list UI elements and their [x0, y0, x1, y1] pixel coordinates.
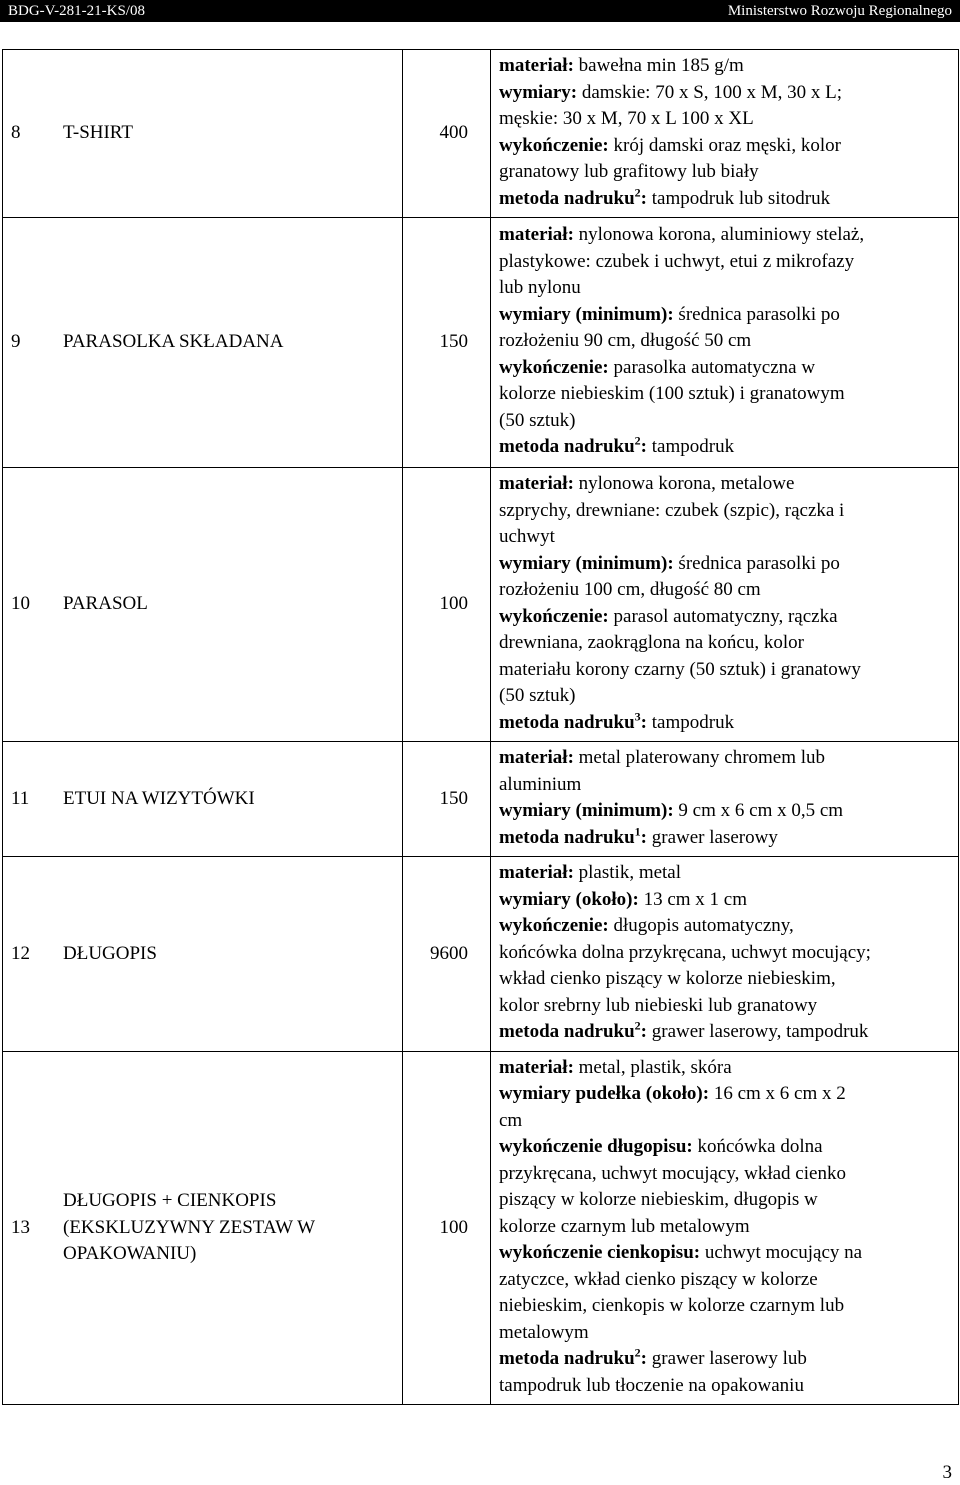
item-name: PARASOL [63, 593, 148, 615]
field-label: wykończenie: [499, 356, 609, 378]
document-header [0, 0, 960, 22]
item-quantity: 100 [403, 468, 491, 742]
field-label: materiał: [499, 224, 574, 246]
field-value: aluminium [499, 773, 582, 795]
field-value: męskie: 30 x M, 70 x L 100 x XL [499, 108, 754, 129]
field-value: 9 cm x 6 cm x 0,5 cm [673, 800, 844, 821]
description-line [499, 913, 954, 940]
field-value: przykręcana, uchwyt mocujący, wkład cienko [499, 1162, 846, 1184]
description-line [499, 1346, 954, 1373]
description-line [499, 159, 954, 186]
field-value: uchwyt [499, 526, 555, 547]
field-value: kolorze niebieskim (100 sztuk) i granatowym [499, 383, 845, 405]
item-name: T-SHIRT [63, 122, 133, 144]
description-line [499, 798, 954, 825]
description-line [499, 657, 954, 684]
description-line [499, 275, 954, 302]
field-value: piszący w kolorze niebieskim, długopis w [499, 1189, 818, 1210]
description-line [499, 381, 954, 408]
field-value: grawer laserowy [647, 826, 778, 848]
field-value: kolorze czarnym lub metalowym [499, 1215, 750, 1237]
document-code: BDG-V-281-21-KS/08 [8, 3, 145, 19]
field-label: wymiary: [499, 81, 578, 103]
description-line [499, 408, 954, 435]
footnote-ref: 2 [634, 1345, 641, 1360]
field-label: materiał: [499, 1056, 574, 1078]
footnote-ref: 1 [634, 824, 641, 839]
table-row [3, 742, 959, 857]
field-value: lub nylonu [499, 277, 581, 299]
description-line [499, 1214, 954, 1241]
field-value: krój damski oraz męski, kolor [608, 134, 841, 156]
field-value: parasolka automatyczna w [608, 356, 816, 378]
item-name: ETUI NA WIZYTÓWKI [63, 787, 255, 809]
field-value: nylonowa korona, aluminiowy stelaż, [573, 224, 865, 246]
field-label: materiał: [499, 55, 574, 76]
footnote-ref: 2 [634, 1018, 641, 1033]
item-number: 8 [11, 122, 21, 144]
field-value: 13 cm x 1 cm [638, 888, 748, 910]
field-value: (50 sztuk) [499, 409, 576, 431]
field-label: metoda nadruku$^2$: [499, 185, 647, 209]
description-line [499, 106, 954, 133]
field-value: plastik, metal [573, 862, 682, 883]
field-value: niebieskim, cienkopis w kolorze czarnym lub [499, 1295, 845, 1316]
description-line [499, 745, 954, 772]
item-number: 10 [11, 593, 30, 615]
field-value: tampodruk lub sitodruk [647, 187, 831, 209]
item-number: 13 [11, 1216, 30, 1238]
field-value: granatowy lub grafitowy lub biały [499, 161, 759, 182]
field-value: końcówka dolna przykręcana, uchwyt mocujący; [499, 941, 871, 963]
item-number: 11 [11, 787, 30, 809]
description-line [499, 860, 954, 887]
item-name [63, 1188, 315, 1268]
table-row [3, 857, 959, 1052]
item-quantity: 100 [403, 1051, 491, 1405]
field-value: grawer laserowy lub [647, 1348, 807, 1369]
description-line [499, 498, 954, 525]
item-cell [3, 1051, 403, 1405]
footnote-ref: 3 [634, 709, 641, 724]
description-line [499, 683, 954, 710]
ministry-name: Ministerstwo Rozwoju Regionalnego [727, 3, 952, 19]
table-row [3, 218, 959, 468]
field-label: metoda nadruku$^3$: [499, 709, 647, 733]
description-line [499, 1267, 954, 1294]
field-label: materiał: [499, 862, 574, 883]
description-line [499, 1055, 954, 1082]
field-value: rozłożeniu 90 cm, długość 50 cm [499, 330, 752, 352]
item-description [491, 218, 959, 468]
item-description [491, 468, 959, 742]
field-value: szprychy, drewniane: czubek (szpic), rączka i [499, 499, 845, 521]
field-value: końcówka dolna [692, 1136, 823, 1157]
item-quantity: 150 [403, 218, 491, 468]
field-value: metalowym [499, 1321, 589, 1343]
description-line [499, 355, 954, 382]
item-name-line: (EKSKLUZYWNY ZESTAW W [63, 1216, 316, 1238]
description-line [499, 53, 954, 80]
table-row [3, 1051, 959, 1405]
field-value: parasol automatyczny, rączka [608, 605, 838, 627]
description-line [499, 434, 954, 461]
field-value: plastykowe: czubek i uchwyt, etui z mikrofazy [499, 250, 855, 272]
description-line [499, 630, 954, 657]
description-line [499, 966, 954, 993]
description-line [499, 1134, 954, 1161]
field-label: metoda nadruku$^1$: [499, 824, 647, 848]
field-value: bawełna min 185 g/m [573, 55, 744, 76]
field-value: materiału korony czarny (50 sztuk) i granatowy [499, 658, 861, 680]
item-name: DŁUGOPIS [63, 942, 157, 964]
specification-table [2, 49, 959, 1405]
item-cell [3, 857, 403, 1052]
description-line [499, 80, 954, 107]
item-cell [3, 468, 403, 742]
item-name: PARASOLKA SKŁADANA [63, 331, 284, 353]
item-name-line: OPAKOWANIU) [63, 1243, 197, 1264]
field-label: wykończenie: [499, 134, 609, 156]
field-value: tampodruk lub tłoczenie na opakowaniu [499, 1374, 804, 1396]
field-label: wymiary pudełka (około): [499, 1083, 710, 1104]
description-line [499, 577, 954, 604]
description-line [499, 1240, 954, 1267]
field-value: drewniana, zaokrąglona na końcu, kolor [499, 632, 804, 653]
field-value: metal, plastik, skóra [573, 1056, 732, 1078]
field-label: wymiary (minimum): [499, 800, 674, 821]
table-row [3, 50, 959, 218]
field-label: wymiary (minimum): [499, 303, 674, 325]
description-line [499, 524, 954, 551]
item-description [491, 742, 959, 857]
description-line [499, 1373, 954, 1400]
description-line [499, 249, 954, 276]
field-label: metoda nadruku$^2$: [499, 1345, 647, 1369]
field-value: (50 sztuk) [499, 685, 576, 706]
field-value: damskie: 70 x S, 100 x M, 30 x L; [577, 81, 843, 103]
field-label: wykończenie długopisu: [499, 1136, 693, 1157]
field-label: wymiary (minimum): [499, 552, 674, 574]
description-line [499, 1293, 954, 1320]
description-line [499, 604, 954, 631]
field-value: metal platerowany chromem lub [573, 747, 826, 768]
field-value: cm [499, 1109, 523, 1131]
item-name-line: DŁUGOPIS + CIENKOPIS [63, 1190, 277, 1211]
description-line [499, 887, 954, 914]
item-description [491, 857, 959, 1052]
description-line [499, 328, 954, 355]
item-quantity: 150 [403, 742, 491, 857]
footnote-ref: 2 [634, 185, 641, 200]
item-quantity: 400 [403, 50, 491, 218]
field-label: materiał: [499, 473, 574, 494]
field-value: zatyczce, wkład cienko piszący w kolorze [499, 1268, 818, 1290]
field-label: wykończenie cienkopisu: [499, 1242, 701, 1263]
field-value: wkład cienko piszący w kolorze niebieskim, [499, 968, 836, 989]
description-line [499, 1019, 954, 1046]
description-line [499, 222, 954, 249]
description-line [499, 825, 954, 852]
item-number: 9 [11, 331, 21, 353]
description-line [499, 133, 954, 160]
description-line [499, 710, 954, 737]
field-label: materiał: [499, 747, 574, 768]
field-label: wykończenie: [499, 605, 609, 627]
field-value: tampodruk [647, 711, 735, 733]
item-description [491, 1051, 959, 1405]
field-label: wykończenie: [499, 915, 609, 936]
field-value: długopis automatyczny, [608, 915, 794, 936]
description-line [499, 1081, 954, 1108]
description-line [499, 471, 954, 498]
item-quantity: 9600 [403, 857, 491, 1052]
description-line [499, 940, 954, 967]
description-line [499, 1320, 954, 1347]
field-value: średnica parasolki po [673, 303, 840, 325]
description-line [499, 186, 954, 213]
field-value: uchwyt mocujący na [700, 1242, 863, 1263]
description-line [499, 1161, 954, 1188]
description-line [499, 1108, 954, 1135]
field-value: 16 cm x 6 cm x 2 [709, 1083, 846, 1104]
field-value: rozłożeniu 100 cm, długość 80 cm [499, 579, 761, 600]
field-label: metoda nadruku$^2$: [499, 1018, 647, 1042]
field-value: tampodruk [647, 436, 735, 458]
field-value: kolor srebrny lub niebieski lub granatowy [499, 994, 818, 1016]
description-line [499, 772, 954, 799]
item-description [491, 50, 959, 218]
description-line [499, 551, 954, 578]
description-line [499, 1187, 954, 1214]
item-cell [3, 50, 403, 218]
table-row [3, 468, 959, 742]
item-cell [3, 742, 403, 857]
item-cell [3, 218, 403, 468]
field-value: nylonowa korona, metalowe [573, 473, 795, 494]
item-number: 12 [11, 942, 30, 964]
page-number: 3 [942, 1462, 952, 1483]
footnote-ref: 2 [634, 433, 641, 448]
description-line [499, 302, 954, 329]
field-value: średnica parasolki po [673, 552, 840, 574]
field-label: metoda nadruku$^2$: [499, 433, 647, 458]
field-value: grawer laserowy, tampodruk [647, 1021, 869, 1042]
field-label: wymiary (około): [499, 888, 639, 910]
description-line [499, 993, 954, 1020]
